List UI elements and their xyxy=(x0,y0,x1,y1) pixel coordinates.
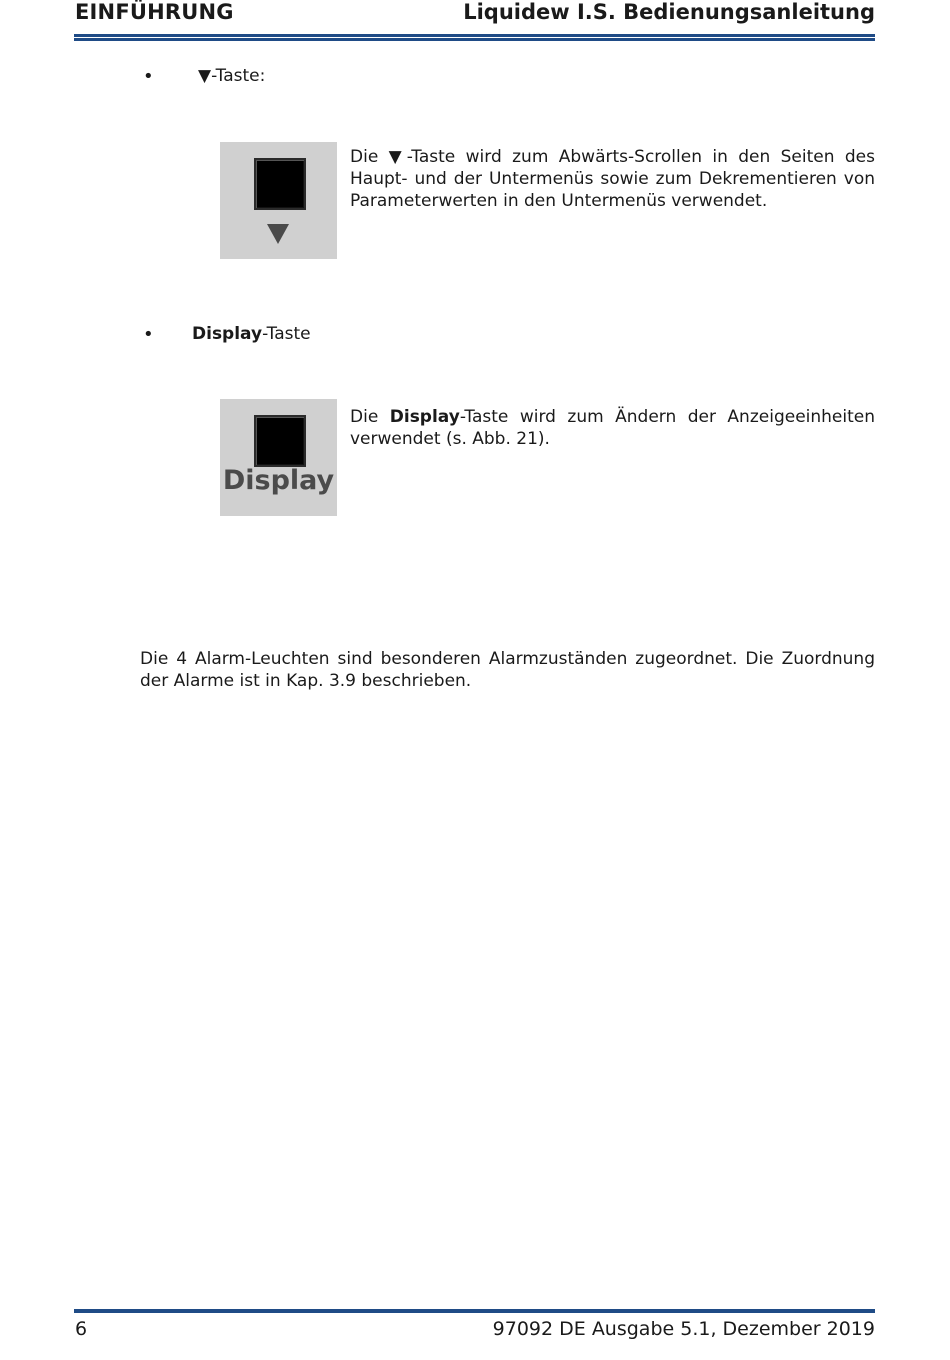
display-key-heading xyxy=(192,324,311,344)
desc-text: -Taste wird zum Abwärts-Scrollen in den Seiten des Haupt- und der Untermenüs sowie zum Dekrementieren von Parameterwerten in den Untermenüs verwendet. xyxy=(350,147,875,211)
down-arrow-icon xyxy=(267,224,289,244)
down-key-illustration xyxy=(220,142,337,259)
section-title: EINFÜHRUNG xyxy=(75,0,234,24)
down-key-heading-label: -Taste: xyxy=(211,66,266,86)
down-arrow-symbol: ▼ xyxy=(198,66,212,86)
desc-prefix: Die xyxy=(350,407,390,427)
down-key-description xyxy=(350,146,875,212)
footer-rule xyxy=(74,1309,875,1313)
document-title: Liquidew I.S. Bedienungsanleitung xyxy=(463,0,875,24)
alarm-paragraph: Die 4 Alarm-Leuchten sind besonderen Alarmzuständen zugeordnet. Die Zuordnung der Alarme ist in Kap. 3.9 beschrieben. xyxy=(140,649,875,691)
edition-info: 97092 DE Ausgabe 5.1, Dezember 2019 xyxy=(492,1318,875,1340)
display-key-heading-bold: Display xyxy=(192,324,263,344)
key-button-icon xyxy=(254,158,306,210)
down-arrow-symbol-inline: ▼ xyxy=(388,147,407,167)
display-key-label: Display xyxy=(222,465,335,496)
header-rule-bottom xyxy=(74,38,875,41)
desc-text: -Taste wird zum Ändern der Anzeigeeinheiten verwendet (s. Abb. 21). xyxy=(350,407,876,449)
display-key-description xyxy=(350,406,875,450)
header-rule-top xyxy=(74,34,875,37)
page-number: 6 xyxy=(75,1318,88,1340)
bullet-dot: • xyxy=(143,66,154,87)
display-key-illustration xyxy=(220,399,337,516)
desc-prefix: Die xyxy=(350,147,389,167)
key-button-icon xyxy=(254,415,306,467)
bullet-dot: • xyxy=(143,324,154,345)
desc-bold: Display xyxy=(389,407,460,427)
display-key-heading-rest: -Taste xyxy=(262,324,311,344)
down-key-heading xyxy=(198,66,265,86)
